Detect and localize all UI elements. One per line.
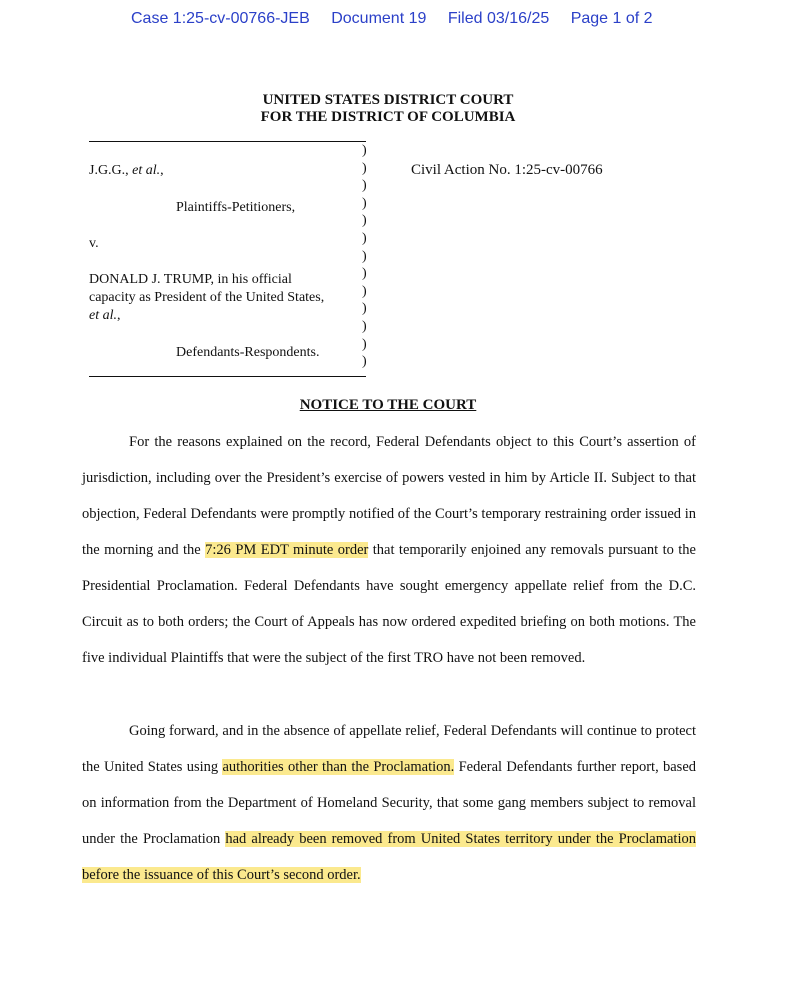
court-line-2: FOR THE DISTRICT OF COLUMBIA	[260, 109, 516, 125]
caption-bottom-rule	[89, 376, 366, 377]
case-number: Case 1:25-cv-00766-JEB	[131, 10, 310, 27]
defendant-etal: et al.,	[89, 308, 121, 323]
document-number: Document 19	[331, 10, 427, 27]
plaintiff-role: Plaintiffs-Petitioners,	[176, 200, 296, 215]
highlight-minute-order: 7:26 PM EDT minute order	[205, 542, 369, 558]
highlight-other-authorities: authorities other than the Proclamation.	[222, 759, 455, 775]
civil-action-number: Civil Action No. 1:25-cv-00766	[411, 162, 603, 178]
defendant-line-1: DONALD J. TRUMP, in his official	[89, 272, 292, 287]
plaintiff-name: J.G.G., et al.,	[89, 163, 164, 178]
filed-date: Filed 03/16/25	[447, 10, 550, 27]
body-paragraph-1: For the reasons explained on the record, Federal Defendants object to this Court’s assertion of jurisdiction, including over the President’s exercise of powers vested in him by Article II. Subject to that objection, Federal Defendants were promptly notified of the Court’s temporary restraining order issued in the morning and the 7:26 PM EDT minute order that temporarily enjoined any removals pursuant to the Presidential Proclamation. Federal Defendants have sought emergency appellate relief from the D.C. Circuit as to both orders; the Court of Appeals has now ordered expedited briefing on both motions. The five individual Plaintiffs that were the subject of the first TRO have not been removed.	[82, 434, 696, 666]
highlight-already-removed: had already been removed from United States territory under the Proclamation before the issuance of this Court’s second order.	[82, 831, 696, 883]
ecf-header	[131, 10, 670, 28]
document-title: NOTICE TO THE COURT	[299, 397, 477, 413]
court-line-1: UNITED STATES DISTRICT COURT	[262, 92, 514, 108]
body-paragraph-2: Going forward, and in the absence of appellate relief, Federal Defendants will continue to protect the United States using authorities other than the Proclamation. Federal Defendants further report, based on information from the Department of Homeland Security, that some gang members subject to removal under the Proclamation had already been removed from United States territory under the Proclamation before the issuance of this Court’s second order.	[82, 723, 697, 883]
court-heading	[0, 92, 776, 126]
defendant-line-2: capacity as President of the United States,	[89, 290, 325, 305]
defendant-role: Defendants-Respondents.	[176, 345, 320, 360]
caption-parentheses: ) ) ) ) ) ) ) ) ) ) ) ) )	[362, 143, 367, 370]
caption-top-rule	[89, 141, 366, 142]
page-number: Page 1 of 2	[570, 10, 653, 27]
versus: v.	[89, 236, 99, 251]
